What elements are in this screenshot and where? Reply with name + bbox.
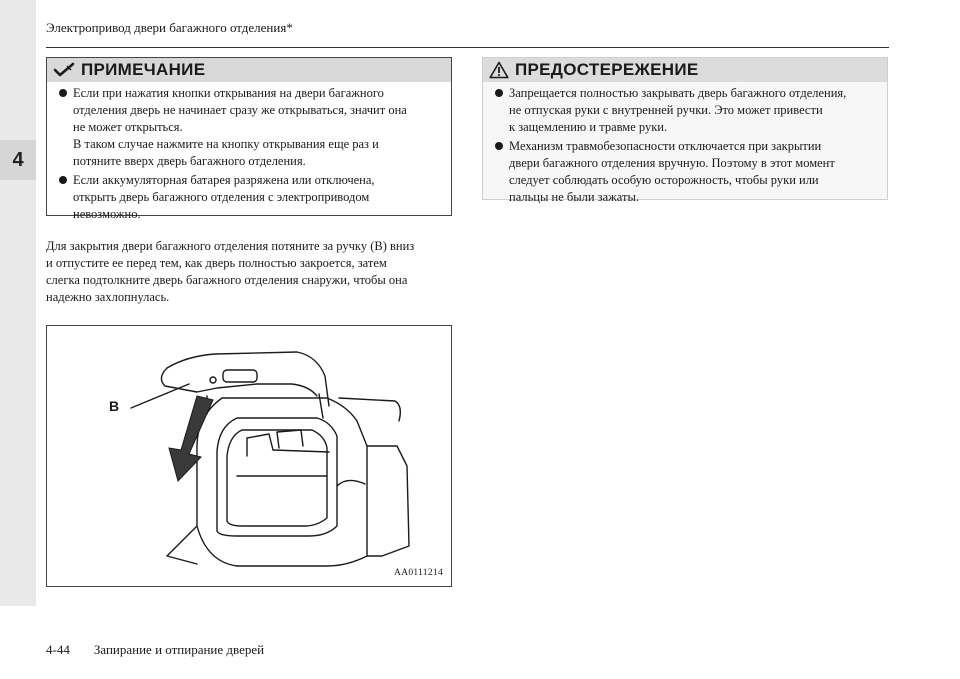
bullet-icon [59,89,67,97]
bullet-icon [495,89,503,97]
warning-item-text: Механизм травмобезопасности отключается при закрытии двери багажного отделения вручную. Поэтому в этот момент следует соблюдать особую осторожность, чтобы руки или пальцы не были зажаты. [509,139,835,204]
figure [46,325,452,587]
warning-item-text: Запрещается полностью закрывать дверь багажного отделения, не отпуская руки с внутренней ручки. Это может привести к защемлению и травме руки. [509,86,847,134]
warning-triangle-icon [489,61,509,79]
page-footer [46,642,264,658]
note-heading [47,58,451,82]
warning-box [482,57,888,204]
warning-item [495,138,877,206]
note-heading-text: ПРИМЕЧАНИЕ [81,60,206,79]
warning-heading-text: ПРЕДОСТЕРЕЖЕНИЕ [515,60,699,79]
pencil-check-icon [53,62,75,78]
note-item-text: Если аккумуляторная батарея разряжена или отключена, открыть дверь багажного отделения с электроприводом невозможно. [73,173,375,221]
body-paragraph: Для закрытия двери багажного отделения потяните за ручку (B) вниз и отпустите ее перед тем, как дверь полностью закроется, затем слегка подтолкните дверь багажного отделения снаружи, чтобы она надежно захлопнулась. [46,239,415,304]
tailgate-illustration [47,326,451,586]
bullet-icon [495,142,503,150]
note-items [47,82,451,223]
warning-items [483,82,887,206]
chapter-number: 4 [12,148,24,171]
note-box [46,57,452,221]
side-strip [0,0,36,606]
note-item [59,172,441,223]
header-rule [46,47,889,48]
warning-item [495,85,877,136]
callout-label-b: B [109,398,120,414]
page-number: 4-44 [46,642,70,657]
note-item-text: Если при нажатия кнопки открывания на двери багажного отделения дверь не начинает сразу же открываться, значит она не может открыться. В таком случае нажмите на кнопку открывания еще раз и потяните вверх дверь багажного отделения. [73,86,407,168]
header-title: Электропривод двери багажного отделения* [46,20,293,35]
warning-heading [483,58,887,82]
bullet-icon [59,176,67,184]
section-title: Запирание и отпирание дверей [93,642,265,657]
figure-code: AA0111214 [394,568,443,578]
chapter-tab [0,140,36,180]
note-item [59,85,441,170]
